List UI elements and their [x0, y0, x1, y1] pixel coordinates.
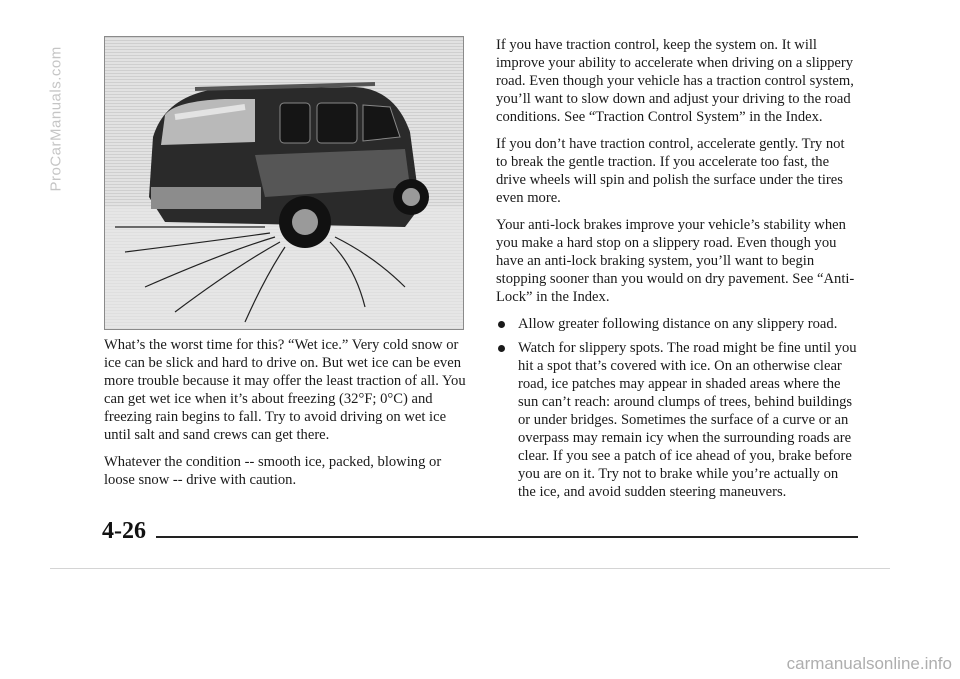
bottom-watermark: carmanualsonline.info — [786, 654, 952, 673]
page-number: 4-26 — [102, 518, 146, 544]
page-edge-line — [50, 568, 890, 569]
vertical-watermark — [0, 0, 65, 400]
anti-lock-paragraph: Your anti-lock brakes improve your vehicle’s stability when you make a hard stop on a slippery road. Even though you have an anti-lock braking system, you’ll want to begin stopping sooner than you would on dry pavement. See “Anti-Lock” in the Index. — [496, 217, 855, 305]
no-traction-control-paragraph: If you don’t have traction control, accelerate gently. Try not to break the gentle traction. If you accelerate too fast, the drive wheels will spin and polish the surface under the tires even more. — [496, 136, 845, 206]
vertical-watermark-text: ProCarManuals.com — [47, 46, 65, 192]
bullet-icon — [498, 345, 505, 352]
right-column — [496, 36, 858, 507]
minivan-on-ice-illustration — [104, 36, 464, 330]
minivan-drawing — [105, 37, 463, 329]
caution-paragraph: Whatever the condition -- smooth ice, packed, blowing or loose snow -- drive with caution. — [104, 454, 442, 488]
list-item — [496, 315, 858, 333]
bullet-icon — [498, 321, 505, 328]
list-item-text: Allow greater following distance on any slippery road. — [518, 316, 838, 332]
traction-control-paragraph: If you have traction control, keep the system on. It will improve your ability to accelerate when driving on a slippery road. Even though your vehicle has a traction control system, you’ll want to slow down and adjust your driving to the road conditions. See “Traction Control System” in the Index. — [496, 37, 854, 125]
wet-ice-paragraph: What’s the worst time for this? “Wet ice.” Very cold snow or ice can be slick and hard to drive on. But wet ice can be even more trouble because it may offer the least traction of all. You can get wet ice when it’s about freezing (32°F; 0°C) and freezing rain begins to fall. Try to avoid driving on wet ice until salt and sand crews can get there. — [104, 337, 466, 443]
tips-list — [496, 315, 858, 501]
footer-rule — [156, 536, 858, 538]
list-item-text: Watch for slippery spots. The road might be fine until you hit a spot that’s covered with ice. On an otherwise clear road, ice patches may appear in shaded areas where the sun can’t reach: around clumps of trees, behind buildings or under bridges. Sometimes the surface of a curve or an overpass may remain icy when the surrounding roads are clear. If you see a patch of ice ahead of you, brake before you are on it. Try not to brake while you’re actually on the ice, and avoid sudden steering maneuvers. — [518, 340, 857, 500]
left-column — [104, 336, 466, 498]
list-item — [496, 339, 858, 501]
